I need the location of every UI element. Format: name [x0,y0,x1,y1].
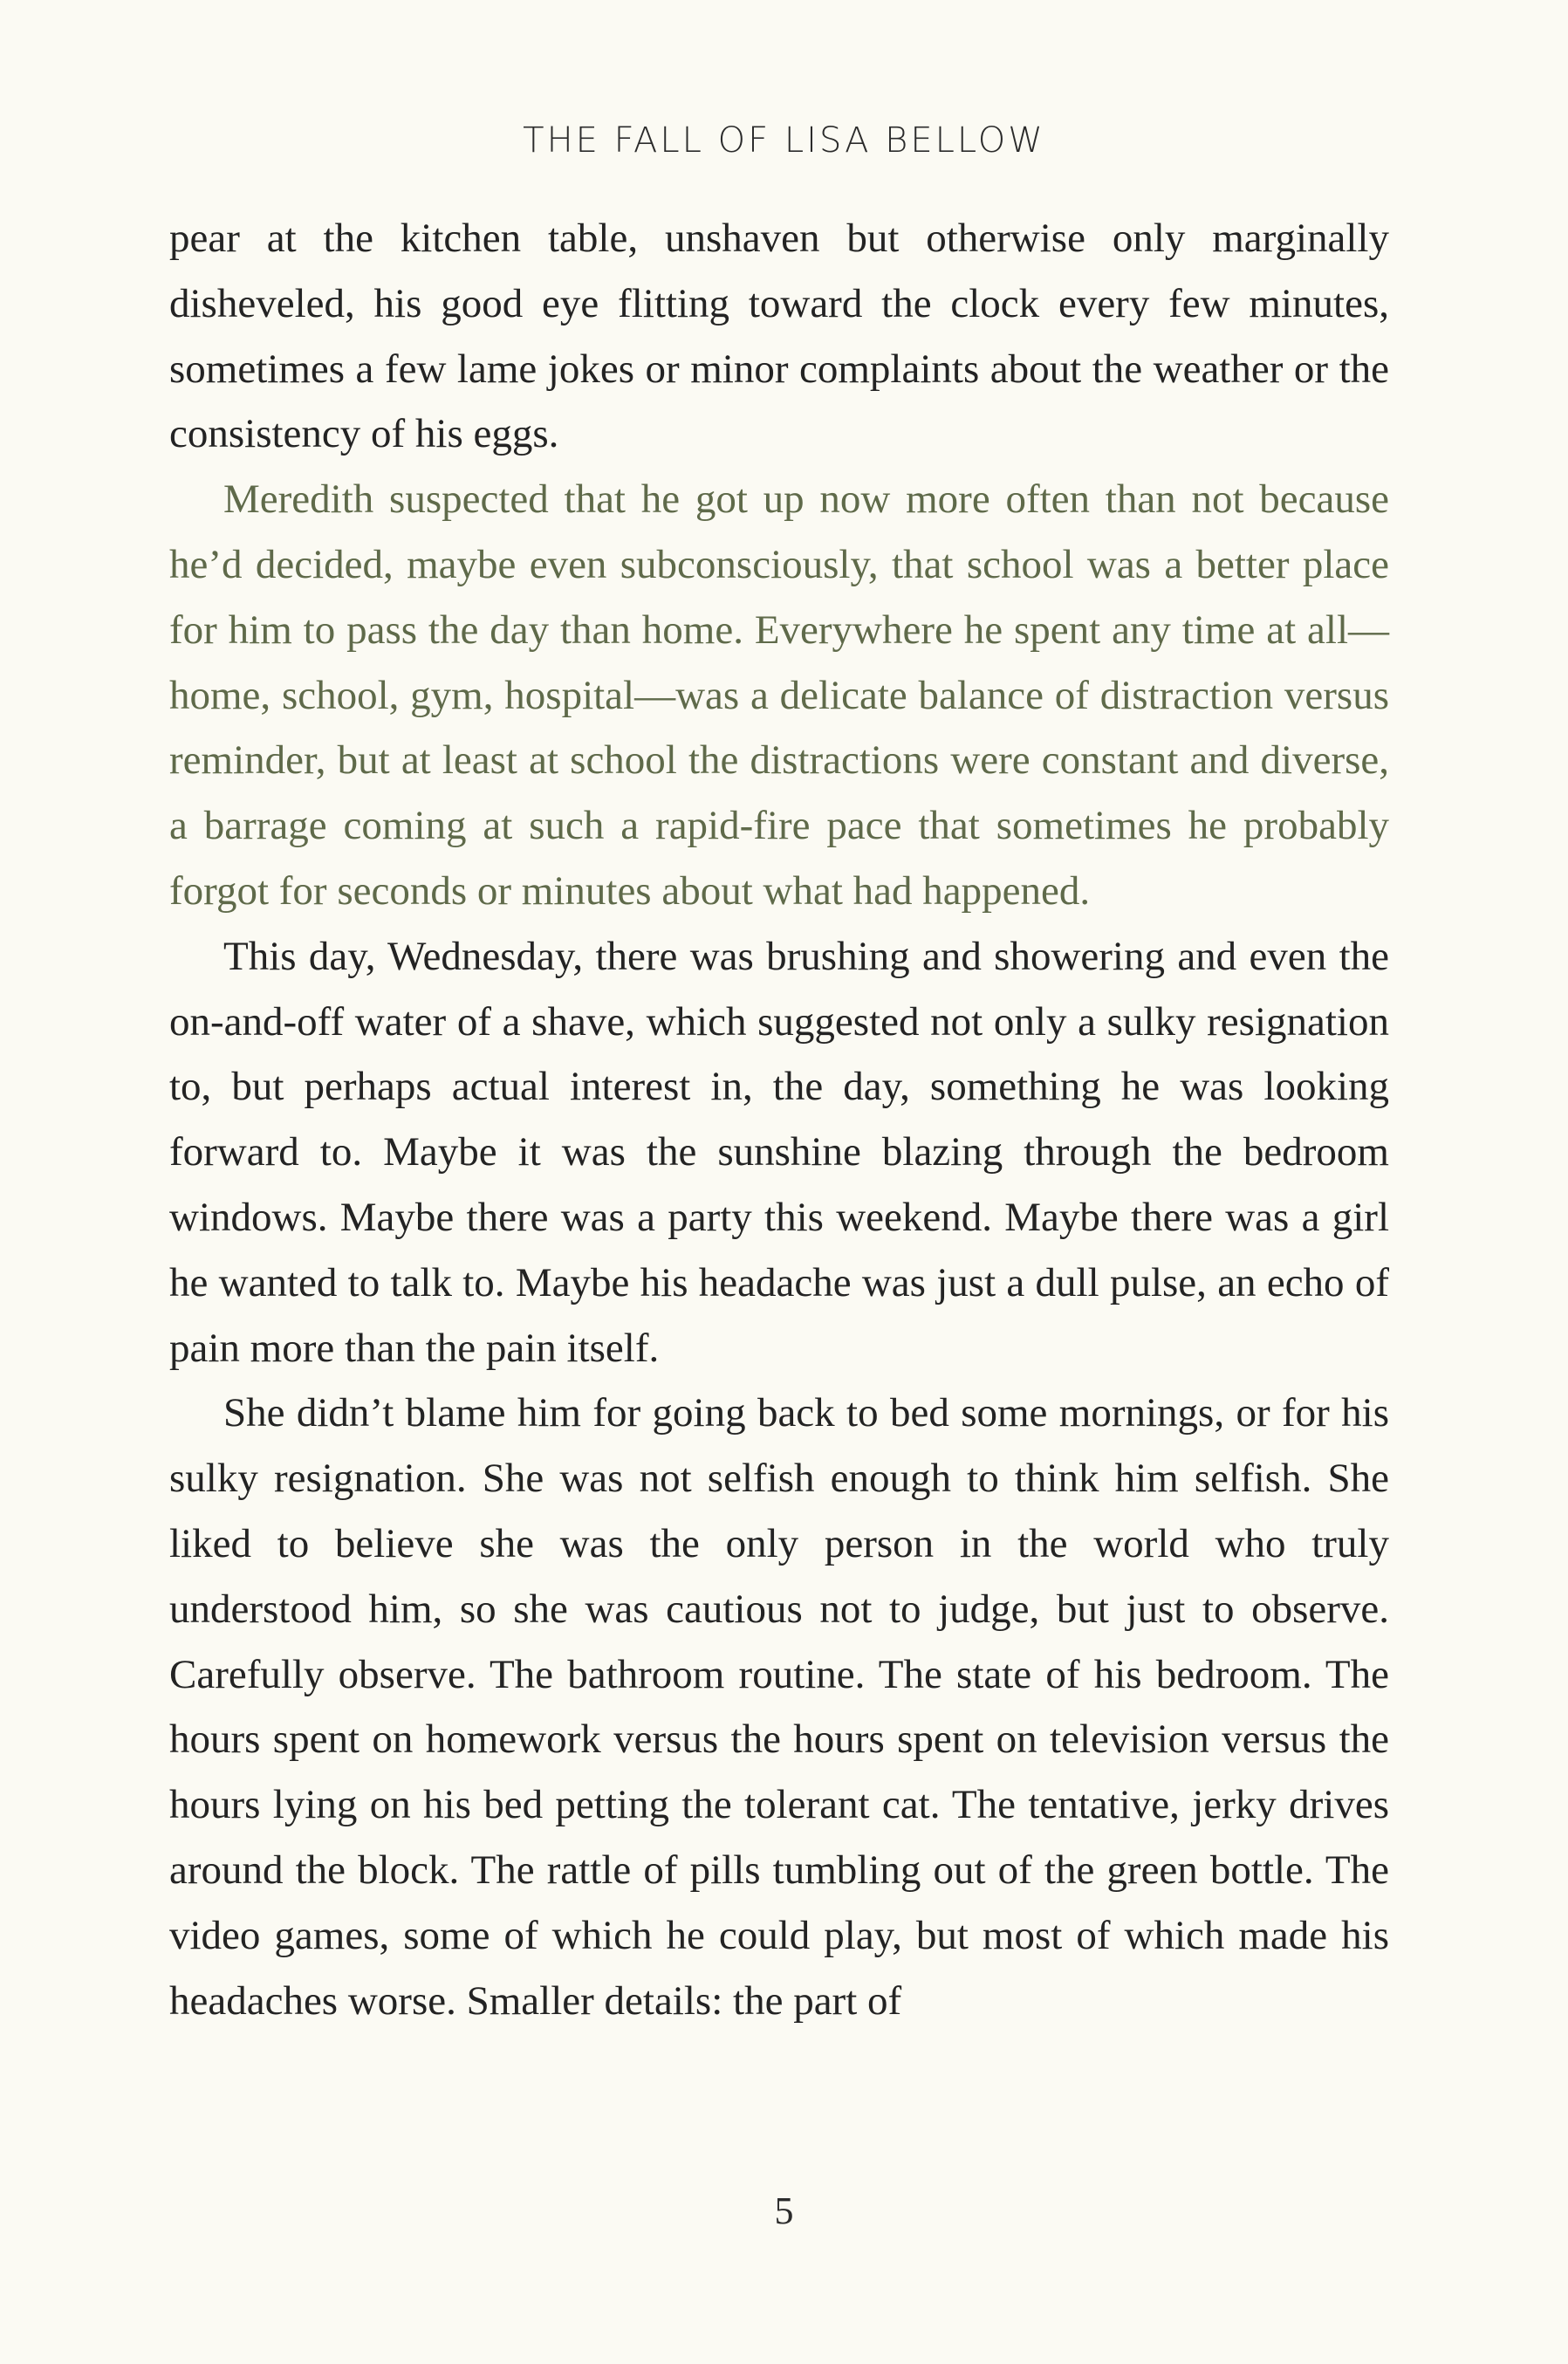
page-number: 5 [774,2189,794,2232]
paragraph: Meredith suspected that he got up now more often than not because he’d decided, maybe even subconsciously, that school was a better place for him to pass the day than home. Everywhere he spent any time at all—home, school, gym, hospital—was a delicate balance of distraction versus reminder, but at least at school the distractions were constant and diverse, a barrage coming at such a rapid-fire pace that sometimes he probably forgot for seconds or minutes about what had happened. [169,476,1389,914]
running-head-title: THE FALL OF LISA BELLOW [523,120,1045,161]
paragraph: She didn’t blame him for going back to bed some mornings, or for his sulky resignation. She was not selfish enough to think him selfish. She liked to believe she was the only person in the world who truly understood him, so she was cautious not to judge, but just to observe. Carefully observe. The bathroom routine. The state of his bedroom. The hours spent on homework versus the hours spent on television versus the hours lying on his bed petting the tolerant cat. The tentative, jerky drives around the block. The rattle of pills tumbling out of the green bottle. The video games, some of which he could play, but most of which made his headaches worse. Smaller details: the part of [169,1390,1389,2024]
paragraph-continued: pear at the kitchen table, unshaven but otherwise only marginally disheveled, his good eye flitting toward the clock every few minutes, sometimes a few lame jokes or minor complaints about the weather or the consistency of his eggs. [169,216,1389,457]
body-text [169,206,1389,2033]
paragraph: This day, Wednesday, there was brushing and showering and even the on-and-off water of a shave, which suggested not only a sulky resignation to, but perhaps actual interest in, the day, something he was looking forward to. Maybe it was the sunshine blazing through the bedroom windows. Maybe there was a party this weekend. Maybe there was a girl he wanted to talk to. Maybe his headache was just a dull pulse, an echo of pain more than the pain itself. [169,933,1389,1371]
